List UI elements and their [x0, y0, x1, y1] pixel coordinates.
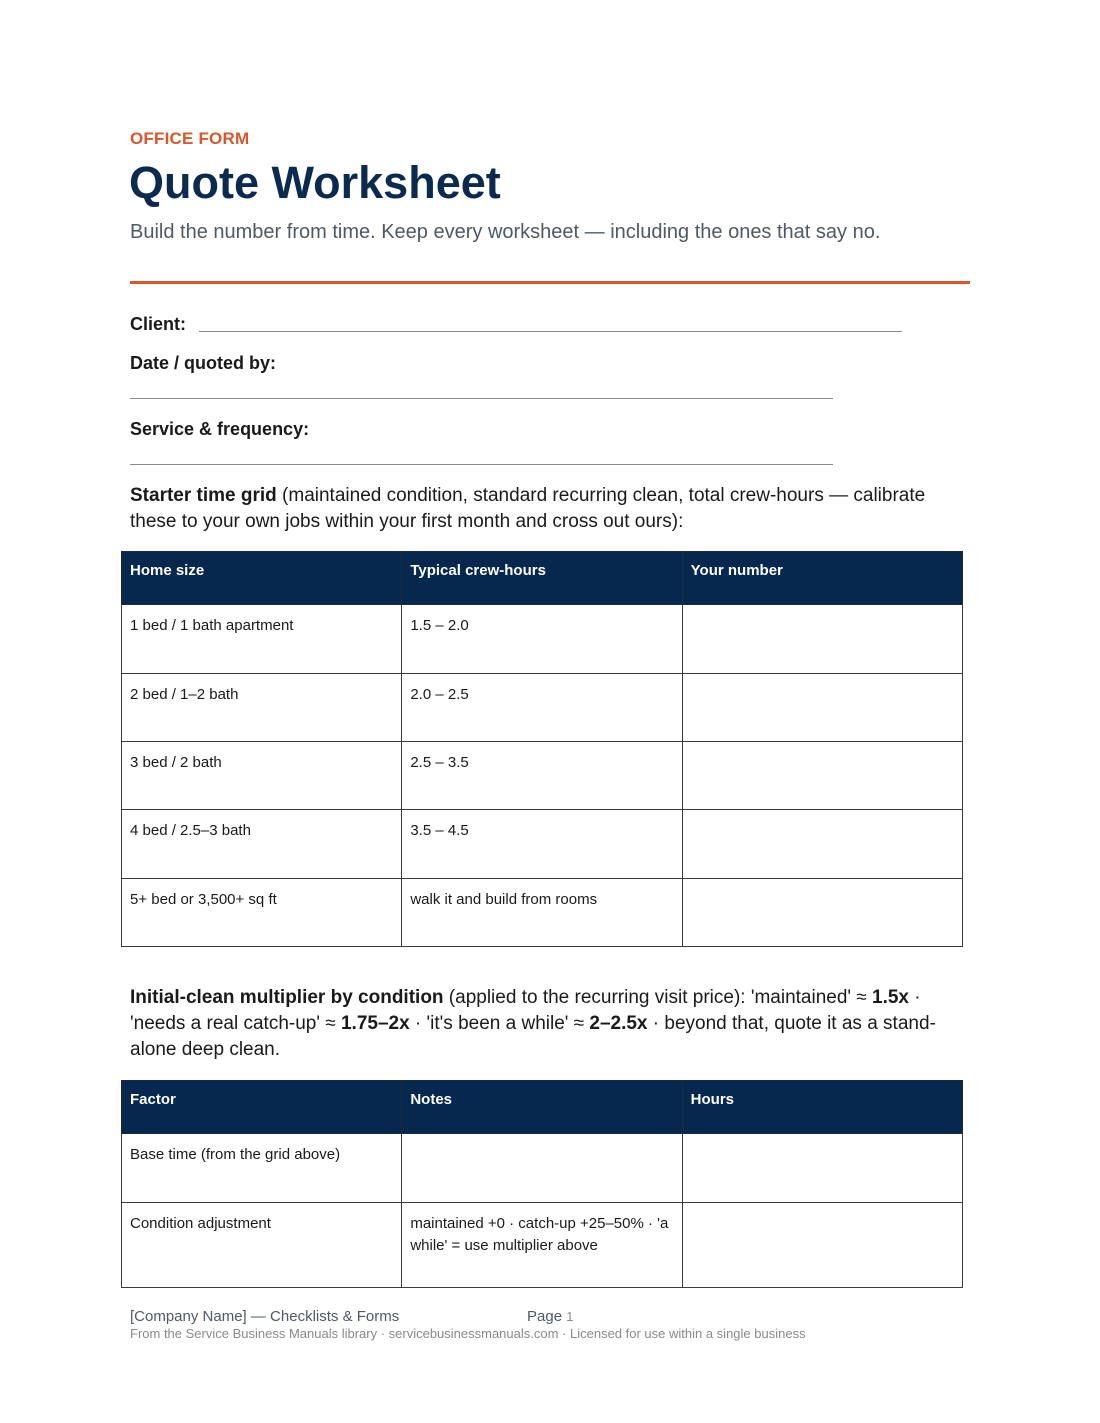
your-number-cell[interactable] [682, 605, 962, 674]
table-row [122, 879, 963, 947]
date-quoted-by-label: Date / quoted by: [130, 353, 277, 373]
time-grid-table [121, 551, 963, 947]
table-header-row [122, 552, 963, 605]
crew-hours-cell: walk it and build from rooms [402, 879, 682, 947]
time-grid-intro-bold: Starter time grid [130, 485, 277, 506]
footer-page [527, 1308, 573, 1325]
footer-company: [Company Name] — Checklists & Forms [130, 1308, 400, 1325]
multiplier-value: 2–2.5x [589, 1013, 648, 1034]
page-label: Page [527, 1308, 563, 1325]
date-quoted-by-field[interactable] [130, 398, 833, 399]
home-size-cell: 5+ bed or 3,500+ sq ft [122, 879, 402, 947]
home-size-cell: 2 bed / 1–2 bath [122, 674, 402, 742]
multiplier-text: · beyond that, quote it as a stand-alone deep clean. [130, 1013, 936, 1060]
time-grid-intro [130, 483, 975, 535]
form-kicker: OFFICE FORM [130, 129, 250, 148]
service-frequency-field[interactable] [130, 464, 833, 465]
column-header: Home size [122, 552, 402, 605]
column-header: Typical crew-hours [402, 552, 682, 605]
table-row [122, 1203, 963, 1288]
column-header: Hours [682, 1081, 962, 1134]
multiplier-text: (applied to the recurring visit price): 'maintained' ≈ [443, 987, 873, 1008]
time-grid-intro-text: (maintained condition, standard recurring clean, total crew-hours — calibrate these to your own jobs within your first month and cross out ours): [130, 485, 926, 532]
crew-hours-cell: 2.5 – 3.5 [402, 742, 682, 810]
notes-cell[interactable] [402, 1134, 682, 1203]
multiplier-text: · 'needs a real catch-up' ≈ [130, 987, 921, 1034]
client-field[interactable] [199, 331, 902, 332]
page-subtitle: Build the number from time. Keep every worksheet — including the ones that say no. [130, 221, 881, 243]
table-row [122, 810, 963, 879]
notes-cell: maintained +0 · catch-up +25–50% · 'a while' = use multiplier above [402, 1203, 682, 1288]
home-size-cell: 1 bed / 1 bath apartment [122, 605, 402, 674]
header-divider [130, 281, 970, 284]
column-header: Notes [402, 1081, 682, 1134]
home-size-cell: 3 bed / 2 bath [122, 742, 402, 810]
multiplier-value: 1.75–2x [340, 1013, 410, 1034]
hours-cell[interactable] [682, 1134, 962, 1203]
table-header-row [122, 1081, 963, 1134]
your-number-cell[interactable] [682, 810, 962, 879]
footer-license: From the Service Business Manuals library · servicebusinessmanuals.com · Licensed for use within a single business [130, 1326, 806, 1341]
crew-hours-cell: 1.5 – 2.0 [402, 605, 682, 674]
home-size-cell: 4 bed / 2.5–3 bath [122, 810, 402, 879]
multiplier-intro [130, 985, 975, 1063]
page-number: 1 [566, 1309, 574, 1324]
multiplier-value: 1.5x [872, 987, 909, 1008]
page-title: Quote Worksheet [129, 157, 501, 208]
hours-cell[interactable] [682, 1203, 962, 1288]
table-row [122, 674, 963, 742]
factor-cell: Base time (from the grid above) [122, 1134, 402, 1203]
your-number-cell[interactable] [682, 742, 962, 810]
factor-table [121, 1080, 963, 1288]
multiplier-intro-bold: Initial-clean multiplier by condition [130, 987, 444, 1008]
column-header: Your number [682, 552, 962, 605]
table-row [122, 742, 963, 810]
table-row [122, 605, 963, 674]
factor-cell: Condition adjustment [122, 1203, 402, 1288]
your-number-cell[interactable] [682, 674, 962, 742]
client-label: Client: [130, 314, 186, 334]
crew-hours-cell: 2.0 – 2.5 [402, 674, 682, 742]
crew-hours-cell: 3.5 – 4.5 [402, 810, 682, 879]
your-number-cell[interactable] [682, 879, 962, 947]
service-frequency-label: Service & frequency: [130, 419, 310, 439]
multiplier-text: · 'it's been a while' ≈ [409, 1013, 590, 1034]
column-header: Factor [122, 1081, 402, 1134]
table-row [122, 1134, 963, 1203]
